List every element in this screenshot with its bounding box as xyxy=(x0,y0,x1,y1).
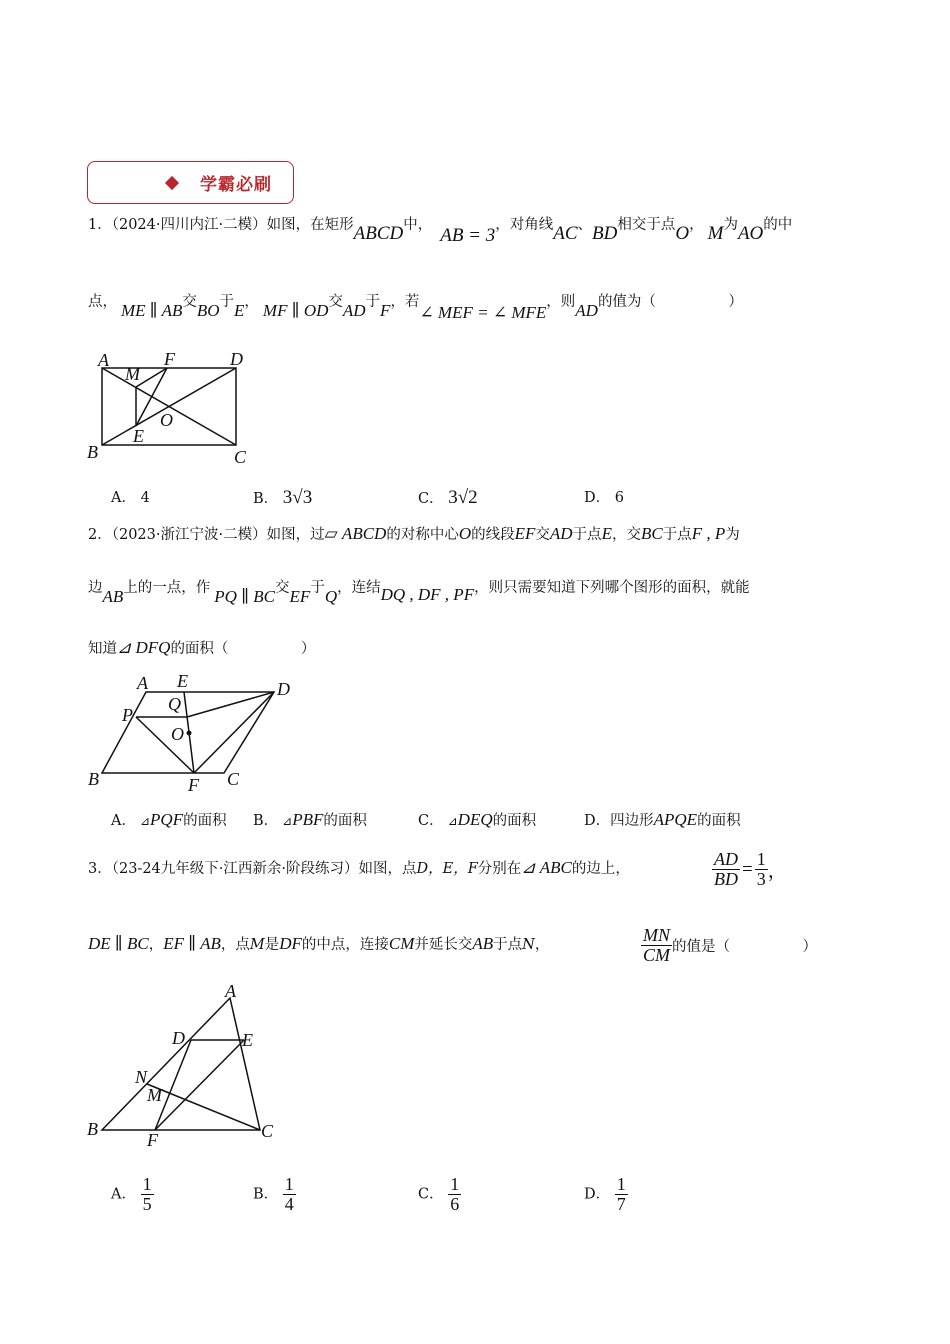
q1-label-d: D xyxy=(230,349,243,369)
q2-text: 边 xyxy=(88,580,103,596)
section-title: 学霸必刷 xyxy=(200,175,272,195)
option-label: B． xyxy=(253,491,279,507)
q1-angles: ∠ MEF = ∠ MFE xyxy=(419,303,547,322)
q3-frac-ad-bd xyxy=(712,850,740,889)
option-label: C． xyxy=(418,813,444,829)
q1-text: 的值为（ ） xyxy=(597,294,743,310)
option-suffix: 的面积 xyxy=(492,813,537,829)
q3-ratio xyxy=(712,850,787,889)
q2-text: 为 xyxy=(725,527,740,543)
q1-mf-od: MF ∥ OD xyxy=(262,301,329,320)
q3-ef-ab: EF ∥ AB xyxy=(163,934,221,953)
q3-text: 并延长交 xyxy=(414,937,473,953)
q2-text: 的对称中心 xyxy=(386,527,459,543)
q3-text: 于点 xyxy=(493,937,523,953)
option-value: 3√2 xyxy=(448,487,478,508)
q2-ef2: EF xyxy=(289,587,311,606)
q3-label-b: B xyxy=(87,1119,98,1139)
q1-text: ，对角线 xyxy=(495,217,554,233)
q1-text: 交 xyxy=(182,294,197,310)
frac-num: 1 xyxy=(142,1174,152,1194)
q1-text: ， xyxy=(244,294,259,310)
q3-label-c: C xyxy=(261,1121,274,1141)
q2-text: 于点 xyxy=(662,527,692,543)
q3-text: 分别在 xyxy=(477,861,522,877)
q1-m: M xyxy=(707,223,724,244)
frac-den: 6 xyxy=(450,1194,460,1214)
q2-q: Q xyxy=(324,587,338,606)
option-prefix: ⊿ xyxy=(447,814,458,828)
q1-text: 点， xyxy=(88,294,117,310)
q2-seg-pf xyxy=(136,717,194,773)
frac-den: 3 xyxy=(756,869,766,889)
option-label: B． xyxy=(253,1186,279,1203)
q1-number: 1． xyxy=(88,217,112,233)
option-label: C． xyxy=(418,1186,444,1203)
q1-text: ， xyxy=(689,217,704,233)
q1-f: F xyxy=(380,301,391,320)
option-suffix: 的面积 xyxy=(323,813,367,829)
q2-label-d: D xyxy=(277,679,290,699)
option-fraction xyxy=(448,1175,461,1214)
q3-label-a: A xyxy=(225,981,236,1001)
q2-label-b: B xyxy=(88,769,99,789)
q2-source: （2023·浙江宁波·二模）如图，过 xyxy=(111,527,325,543)
q3-text: ， xyxy=(148,937,164,953)
q1-option-d[interactable] xyxy=(584,488,624,508)
q1-o: O xyxy=(675,223,690,244)
option-label: D． xyxy=(584,813,611,829)
q1-option-c[interactable] xyxy=(418,488,478,509)
q2-text: 上的一点，作 xyxy=(123,580,211,596)
q2-text: 交 xyxy=(535,527,550,543)
q2-option-c[interactable] xyxy=(418,810,536,831)
q3-option-c[interactable] xyxy=(418,1175,461,1214)
q3-m: M xyxy=(249,937,265,953)
frac-den: BD xyxy=(714,869,738,889)
q1-text: 、 xyxy=(577,217,593,233)
q3-label-e: E xyxy=(242,1030,253,1050)
option-prefix: ⊿ xyxy=(139,814,151,828)
q1-ab3: AB = 3 xyxy=(440,225,496,246)
q3-frac-mn-cm xyxy=(641,926,672,965)
frac-num: 1 xyxy=(450,1174,460,1194)
q2-text: 的线段 xyxy=(471,527,515,543)
option-suffix: 的面积 xyxy=(697,813,741,829)
q3-option-d[interactable] xyxy=(584,1175,628,1214)
q2-option-b[interactable] xyxy=(253,810,367,831)
q2-e: E xyxy=(601,524,612,543)
q2-text: 的面积（ ） xyxy=(170,641,316,657)
q2-fp: F , P xyxy=(691,524,726,543)
q3-cm: CM xyxy=(388,934,415,953)
q3-eq: = xyxy=(742,858,753,880)
option-value: 6 xyxy=(614,490,624,506)
q1-text: 相交于点 xyxy=(617,217,676,233)
frac-num: 1 xyxy=(284,1174,294,1194)
q3-text: 是 xyxy=(264,937,280,953)
option-figure: PQF xyxy=(150,810,184,829)
q3-n: N xyxy=(522,937,535,953)
q1-option-b[interactable] xyxy=(253,488,312,509)
q3-text: 的值是（ ） xyxy=(672,939,817,955)
frac-den: 5 xyxy=(142,1194,152,1214)
q1-ac: AC xyxy=(553,223,578,244)
q1-option-a[interactable] xyxy=(111,488,150,508)
q3-label-f: F xyxy=(147,1130,158,1150)
section-banner xyxy=(87,161,294,204)
q2-label-q: Q xyxy=(168,694,181,714)
q1-ad2: AD xyxy=(575,301,598,320)
q1-text: 中， xyxy=(403,217,433,233)
q2-ab: AB xyxy=(102,587,124,606)
q1-label-o: O xyxy=(160,410,173,430)
q2-number: 2． xyxy=(88,527,112,543)
q3-line-1 xyxy=(88,858,630,879)
q2-line-3 xyxy=(88,638,315,659)
q1-bo: BO xyxy=(196,301,220,320)
q3-source: （23-24九年级下·江西新余·阶段练习）如图，点 xyxy=(111,861,417,877)
option-prefix: 四边形 xyxy=(610,813,654,829)
q2-para: ▱ ABCD xyxy=(324,524,387,543)
q3-option-b[interactable] xyxy=(253,1175,296,1214)
q2-line-1 xyxy=(88,524,740,545)
q3-def: D，E，F xyxy=(416,861,478,877)
q2-figure xyxy=(80,670,300,795)
q1-e: E xyxy=(234,301,245,320)
q1-label-m: M xyxy=(125,364,140,384)
q3-figure xyxy=(80,980,285,1150)
q2-tri: ⊿ DFQ xyxy=(117,638,171,657)
q1-label-c: C xyxy=(234,447,247,467)
q3-text: 的边上， xyxy=(571,861,630,877)
option-value: 3√3 xyxy=(282,487,313,508)
q3-df: DF xyxy=(279,934,302,953)
q1-line-2 xyxy=(88,291,743,322)
q3-option-a[interactable] xyxy=(111,1175,154,1214)
q3-text: ， xyxy=(767,861,787,882)
q1-text: ，若 xyxy=(390,294,420,310)
q2-o: O xyxy=(458,524,472,543)
option-fraction xyxy=(283,1175,296,1214)
q3-seg-ef xyxy=(155,1040,244,1130)
q2-label-e: E xyxy=(177,671,188,691)
option-label: C． xyxy=(418,491,444,507)
q2-text: 知道 xyxy=(88,641,117,657)
q1-text: 为 xyxy=(723,217,738,233)
q2-bc: BC xyxy=(640,524,663,543)
q1-me-ab: ME ∥ AB xyxy=(121,301,183,320)
option-figure: PBF xyxy=(292,810,324,829)
q2-center-dot xyxy=(187,731,192,736)
frac-den: 4 xyxy=(284,1194,294,1214)
q3-tri: ⊿ ABC xyxy=(521,858,572,877)
option-label: A． xyxy=(111,1186,136,1203)
q3-text: ， xyxy=(534,937,550,953)
q3-frac-1-3 xyxy=(755,850,768,889)
q2-text: 于 xyxy=(310,580,325,596)
q2-text: ，连结 xyxy=(337,580,381,596)
q1-label-b: B xyxy=(87,442,98,462)
q2-ad: AD xyxy=(549,524,573,543)
q2-text: ，交 xyxy=(611,527,641,543)
q2-label-f: F xyxy=(188,775,199,795)
option-prefix: ⊿ xyxy=(282,814,293,828)
q1-bd: BD xyxy=(592,223,618,244)
q1-label-a: A xyxy=(98,350,109,370)
option-label: A． xyxy=(111,813,136,829)
q2-ef: EF xyxy=(514,524,536,543)
option-suffix: 的面积 xyxy=(183,813,227,829)
option-fraction xyxy=(141,1175,154,1214)
q2-text: ，则只需要知道下列哪个图形的面积，就能 xyxy=(474,580,750,596)
q3-ab: AB xyxy=(472,934,494,953)
q1-text: 交 xyxy=(328,294,343,310)
frac-den: 7 xyxy=(616,1194,626,1214)
q3-line-2 xyxy=(88,934,549,955)
q3-text: ，点 xyxy=(220,937,250,953)
frac-num: 1 xyxy=(616,1174,626,1194)
q2-label-p: P xyxy=(122,705,133,725)
q2-text: 于点 xyxy=(572,527,602,543)
q1-text: 的中 xyxy=(763,217,793,233)
frac-den: CM xyxy=(643,945,670,965)
option-figure: APQE xyxy=(653,810,698,829)
q1-figure xyxy=(80,345,260,470)
option-label: D． xyxy=(584,490,611,506)
q3-ratio-2 xyxy=(641,926,817,965)
q1-ao: AO xyxy=(737,223,764,244)
q2-text: 交 xyxy=(275,580,290,596)
q3-number: 3． xyxy=(88,861,112,877)
q2-pq-bc: PQ ∥ BC xyxy=(214,587,276,606)
q3-label-m: M xyxy=(147,1085,162,1105)
q1-ad: AD xyxy=(342,301,366,320)
q2-line-2 xyxy=(88,577,750,606)
option-label: A． xyxy=(111,490,136,506)
option-label: B． xyxy=(253,813,279,829)
option-fraction xyxy=(615,1175,628,1214)
option-value: 4 xyxy=(140,490,150,506)
frac-num: 1 xyxy=(756,849,766,869)
q1-text: 于 xyxy=(219,294,235,310)
q1-line-1 xyxy=(88,214,793,246)
q3-label-n: N xyxy=(135,1067,148,1087)
q2-option-a[interactable] xyxy=(111,810,227,831)
q3-label-d: D xyxy=(172,1028,185,1048)
q3-text: 的中点，连接 xyxy=(301,937,389,953)
q1-label-e: E xyxy=(133,426,144,446)
frac-num: AD xyxy=(714,849,738,869)
q3-de-bc: DE ∥ BC xyxy=(88,934,149,953)
q1-rect: ABCD xyxy=(353,223,404,244)
q2-lines: DQ , DF , PF xyxy=(380,585,475,604)
option-label: D． xyxy=(584,1186,611,1203)
q2-label-o: O xyxy=(171,724,184,744)
frac-num: MN xyxy=(643,925,670,945)
option-figure: DEQ xyxy=(457,810,493,829)
q2-label-c: C xyxy=(227,769,240,789)
q1-source: （2024·四川内江·二模）如图，在矩形 xyxy=(111,217,354,233)
q2-label-a: A xyxy=(137,673,148,693)
q1-text: ，则 xyxy=(546,294,576,310)
q1-label-f: F xyxy=(164,349,175,369)
q2-option-d[interactable] xyxy=(584,810,741,831)
q1-text: 于 xyxy=(365,294,381,310)
diamond-icon xyxy=(165,176,179,190)
